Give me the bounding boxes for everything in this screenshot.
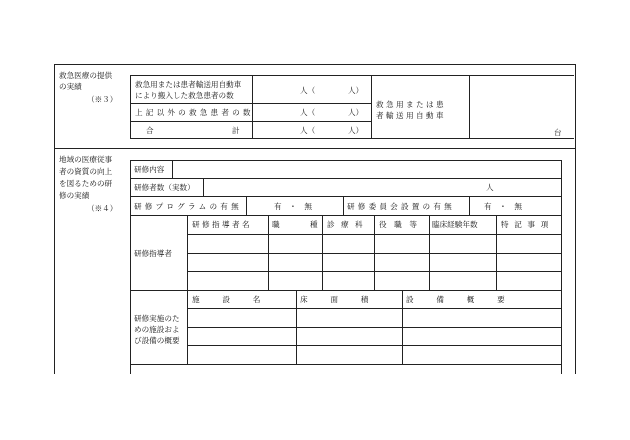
instructor-header-department: 診 療 科 <box>327 220 365 229</box>
instructor-header-name: 研修指導者名 <box>192 220 252 229</box>
committee-yes-no: 有 ・ 無 <box>484 202 522 211</box>
rule <box>130 75 574 76</box>
program-label: 研修プログラムの有無 <box>134 202 242 211</box>
section-1-note: （※３） <box>87 95 118 104</box>
rule <box>469 196 470 215</box>
section-1-label-line-1: 救急医療の提供 <box>59 71 113 80</box>
vehicle-label-line-1: 救 急 用 ま た は 患 <box>376 100 444 109</box>
facility-header-area: 床 面 積 <box>300 295 369 304</box>
section-2-label-line-1: 地域の医療従事 <box>59 155 113 164</box>
rule <box>54 148 575 149</box>
section-1-label-line-2: の実績 <box>59 82 82 91</box>
rule <box>130 196 561 197</box>
rule <box>130 121 371 122</box>
row1-label-line-2: により搬入した救急患者の数 <box>135 91 234 100</box>
rule <box>130 138 574 139</box>
rule <box>130 103 371 104</box>
instructor-label: 研修指導者 <box>134 249 172 258</box>
row2-unit-close: 人） <box>348 108 364 117</box>
rule <box>187 308 561 309</box>
rule <box>343 196 344 215</box>
rule <box>130 160 131 374</box>
row2-unit-person: 人（ <box>300 108 316 117</box>
total-unit-person: 人（ <box>300 126 316 135</box>
instructor-header-occupation: 職 種 <box>272 220 318 229</box>
rule <box>130 178 561 179</box>
section-2-label-line-4: 修の実績 <box>59 191 90 200</box>
committee-label: 研修委員会設置の有無 <box>347 202 455 211</box>
rule <box>54 64 55 374</box>
rule <box>187 234 561 235</box>
rule <box>203 178 204 196</box>
rule <box>130 364 561 365</box>
rule <box>187 327 561 328</box>
trainee-unit: 人 <box>486 183 494 192</box>
program-yes-no: 有 ・ 無 <box>274 202 312 211</box>
instructor-header-notes: 特 記 事 項 <box>501 220 550 229</box>
section-2-note: （※４） <box>87 204 118 213</box>
rule <box>130 290 561 291</box>
rule <box>130 160 561 161</box>
row1-unit-person: 人（ <box>300 86 316 95</box>
total-unit-close: 人） <box>348 126 364 135</box>
rule <box>54 64 575 65</box>
rule <box>172 160 173 178</box>
vehicle-label-line-2: 者 輸 送 用 自 動 車 <box>376 111 444 120</box>
facility-header-equipment: 設 備 概 要 <box>406 295 505 304</box>
rule <box>469 75 470 138</box>
instructor-header-experience: 臨床経験年数 <box>432 220 478 229</box>
row1-label-line-1: 救急用または患者輸送用自動車 <box>135 80 242 89</box>
section-2-label-line-3: を図るための研 <box>59 179 113 188</box>
rule <box>561 160 562 374</box>
rule <box>130 75 131 138</box>
facility-label-line-3: び設備の概要 <box>134 336 180 345</box>
rule <box>371 75 372 138</box>
section-2-label-line-2: 者の資質の向上 <box>59 167 113 176</box>
facility-label-line-2: めの施設およ <box>134 325 180 334</box>
rule <box>187 345 561 346</box>
vehicle-unit: 台 <box>554 128 562 137</box>
total-right: 計 <box>232 126 240 135</box>
rule <box>575 64 576 374</box>
instructor-header-position: 役 職 等 <box>379 220 417 229</box>
row2-label: 上記以外の救急患者の数 <box>135 108 254 117</box>
total-left: 合 <box>146 126 154 135</box>
facility-header-name: 施 設 名 <box>192 295 261 304</box>
rule <box>246 196 247 215</box>
facility-label-line-1: 研修実施のた <box>134 314 180 323</box>
training-content-label: 研修内容 <box>134 165 165 174</box>
rule <box>187 253 561 254</box>
row1-unit-close: 人） <box>348 86 364 95</box>
rule <box>187 271 561 272</box>
trainee-count-label: 研修者数（実数） <box>134 183 195 192</box>
